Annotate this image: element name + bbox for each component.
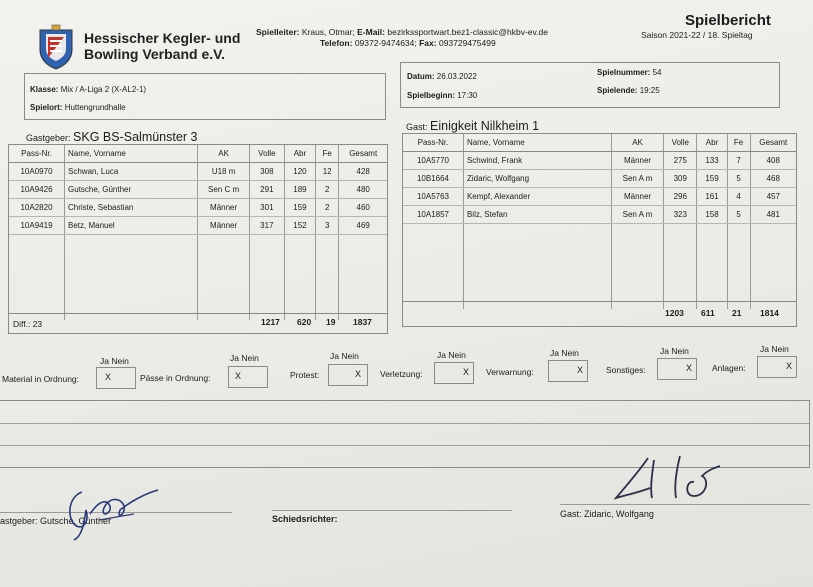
empty-cell <box>727 224 750 242</box>
match-info-left <box>24 73 386 120</box>
cell-abr: 161 <box>697 188 727 206</box>
col-volle: Volle <box>664 134 697 152</box>
empty-cell <box>403 241 463 258</box>
guest-label: Gast: <box>406 122 428 132</box>
cell-fe: 5 <box>727 170 750 188</box>
email-label: E-Mail: <box>357 27 385 37</box>
home-team-heading <box>26 130 197 144</box>
cell-pass-nr: 10A5763 <box>403 188 463 206</box>
phone-label: Telefon: <box>320 38 353 48</box>
empty-row <box>9 269 387 286</box>
remarks-line <box>0 445 809 446</box>
empty-cell <box>463 258 611 275</box>
fax-label: Fax: <box>419 38 437 48</box>
signature-label-referee: Schiedsrichter: <box>272 514 338 524</box>
empty-cell <box>249 252 284 269</box>
check-mark: X <box>355 369 362 379</box>
hkbv-crest-icon <box>36 24 76 70</box>
cell-fe: 4 <box>727 188 750 206</box>
check-label-material: Material in Ordnung: <box>2 374 80 384</box>
klasse-label: Klasse: <box>30 85 59 94</box>
cell-gesamt: 469 <box>339 217 387 235</box>
cell-pass-nr: 10A9426 <box>9 181 65 199</box>
cell-pass-nr: 10A1857 <box>403 206 463 224</box>
empty-cell <box>65 269 198 286</box>
col-ak: AK <box>198 145 249 163</box>
empty-cell <box>9 252 65 269</box>
empty-cell <box>339 269 387 286</box>
empty-cell <box>339 252 387 269</box>
empty-cell <box>9 286 65 303</box>
guest-total-separator <box>403 301 796 302</box>
empty-cell <box>664 275 697 292</box>
empty-cell <box>611 258 663 275</box>
empty-row <box>403 224 796 242</box>
empty-cell <box>198 286 249 303</box>
checkbox-paesse[interactable] <box>228 366 268 388</box>
check-mark: X <box>463 367 470 377</box>
ja-nein-header: Ja Nein <box>330 351 359 361</box>
spielort-label: Spielort: <box>30 103 63 112</box>
spielbeginn-line <box>407 91 477 100</box>
col-volle: Volle <box>249 145 284 163</box>
document-title: Spielbericht <box>685 12 771 29</box>
cell-fe: 12 <box>315 163 338 181</box>
empty-cell <box>727 258 750 275</box>
guest-signature-image <box>610 452 730 506</box>
col-pass-nr: Pass-Nr. <box>9 145 65 163</box>
empty-cell <box>403 258 463 275</box>
cell-pass-nr: 10B1664 <box>403 170 463 188</box>
empty-cell <box>315 269 338 286</box>
datum-line <box>407 72 477 81</box>
cell-name: Christe, Sebastian <box>65 199 198 217</box>
email-address: bezirkssportwart.bez1-classic@hkbv-ev.de <box>387 27 548 37</box>
spielort-line <box>30 103 126 112</box>
table-row <box>403 206 796 224</box>
empty-cell <box>664 258 697 275</box>
empty-cell <box>315 235 338 253</box>
ja-nein-header: Ja Nein <box>660 346 689 356</box>
diff-value: 23 <box>32 319 43 329</box>
empty-cell <box>198 235 249 253</box>
table-row <box>9 217 387 235</box>
table-row <box>403 152 796 170</box>
empty-cell <box>750 224 796 242</box>
home-total-volle: 1217 <box>261 317 280 327</box>
table-row <box>403 170 796 188</box>
col-fe: Fe <box>315 145 338 163</box>
org-name-line2: Bowling Verband e.V. <box>84 46 226 62</box>
cell-fe: 2 <box>315 199 338 217</box>
empty-cell <box>664 224 697 242</box>
cell-name: Zidaric, Wolfgang <box>463 170 611 188</box>
cell-pass-nr: 10A9419 <box>9 217 65 235</box>
col-abr: Abr <box>697 134 727 152</box>
signature-label-host: astgeber: Gutsche, Günther <box>0 516 112 526</box>
home-total-gesamt: 1837 <box>353 317 372 327</box>
cell-volle: 291 <box>249 181 284 199</box>
guest-team-name: Einigkeit Nilkheim 1 <box>430 119 540 133</box>
cell-ak: Sen A m <box>611 170 663 188</box>
empty-cell <box>697 241 727 258</box>
empty-cell <box>463 275 611 292</box>
cell-ak: U18 m <box>198 163 249 181</box>
empty-cell <box>611 224 663 242</box>
remarks-line <box>0 423 809 424</box>
empty-cell <box>697 258 727 275</box>
check-label-sonstiges: Sonstiges: <box>606 365 646 375</box>
ja-nein-header: Ja Nein <box>100 356 129 366</box>
cell-volle: 323 <box>664 206 697 224</box>
check-label-paesse: Pässe in Ordnung: <box>140 373 211 383</box>
check-label-protest: Protest: <box>290 370 320 380</box>
empty-cell <box>249 235 284 253</box>
phone-line <box>320 38 496 48</box>
cell-volle: 296 <box>664 188 697 206</box>
col-abr: Abr <box>284 145 315 163</box>
empty-cell <box>339 286 387 303</box>
empty-cell <box>65 286 198 303</box>
guest-score-table-frame <box>402 133 797 327</box>
empty-row <box>9 252 387 269</box>
empty-cell <box>697 224 727 242</box>
empty-cell <box>750 241 796 258</box>
spielende-line <box>597 86 660 95</box>
empty-cell <box>750 258 796 275</box>
phone-number: 09372-9474634; <box>354 38 417 48</box>
home-score-table <box>9 145 387 320</box>
cell-ak: Sen A m <box>611 206 663 224</box>
empty-cell <box>198 303 249 320</box>
cell-gesamt: 480 <box>339 181 387 199</box>
cell-volle: 309 <box>664 170 697 188</box>
cell-volle: 301 <box>249 199 284 217</box>
table-row <box>9 163 387 181</box>
spielnummer-line <box>597 68 661 77</box>
empty-cell <box>9 303 65 320</box>
leader-name: Kraus, Otmar; <box>301 27 355 37</box>
checkbox-verletzung[interactable] <box>434 362 474 384</box>
datum-label: Datum: <box>407 72 435 81</box>
empty-cell <box>315 286 338 303</box>
empty-row <box>9 286 387 303</box>
leader-label: Spielleiter: <box>256 27 300 37</box>
empty-cell <box>611 241 663 258</box>
cell-name: Betz, Manuel <box>65 217 198 235</box>
cell-ak: Männer <box>198 217 249 235</box>
cell-abr: 159 <box>697 170 727 188</box>
empty-cell <box>611 275 663 292</box>
empty-cell <box>284 286 315 303</box>
klasse-value: Mix / A-Liga 2 (X-AL2-1) <box>60 85 147 94</box>
diff-label: Diff.: <box>13 319 31 329</box>
home-score-table-frame <box>8 144 388 334</box>
spielende-label: Spielende: <box>597 86 638 95</box>
empty-cell <box>198 252 249 269</box>
empty-cell <box>65 235 198 253</box>
empty-cell <box>315 252 338 269</box>
guest-total-abr: 611 <box>701 308 715 318</box>
empty-cell <box>249 269 284 286</box>
check-label-verwarnung: Verwarnung: <box>486 367 534 377</box>
cell-ak: Männer <box>198 199 249 217</box>
klasse-line <box>30 85 146 94</box>
check-mark: X <box>686 363 693 373</box>
datum-value: 26.03.2022 <box>436 72 477 81</box>
cell-gesamt: 457 <box>750 188 796 206</box>
cell-name: Schwan, Luca <box>65 163 198 181</box>
check-mark: X <box>786 361 793 371</box>
col-name: Name, Vorname <box>65 145 198 163</box>
col-pass-nr: Pass-Nr. <box>403 134 463 152</box>
empty-cell <box>198 269 249 286</box>
guest-total-fe: 21 <box>732 308 742 318</box>
home-total-abr: 620 <box>297 317 312 327</box>
home-label: Gastgeber: <box>26 133 71 143</box>
empty-cell <box>284 252 315 269</box>
diff-line <box>13 319 42 329</box>
empty-cell <box>463 224 611 242</box>
spielnummer-value: 54 <box>652 68 662 77</box>
spielbeginn-value: 17:30 <box>457 91 478 100</box>
cell-gesamt: 460 <box>339 199 387 217</box>
cell-volle: 308 <box>249 163 284 181</box>
cell-ak: Männer <box>611 188 663 206</box>
checkbox-sonstiges[interactable] <box>657 358 697 380</box>
cell-fe: 5 <box>727 206 750 224</box>
cell-pass-nr: 10A2820 <box>9 199 65 217</box>
spielbeginn-label: Spielbeginn: <box>407 91 455 100</box>
cell-name: Kempf, Alexander <box>463 188 611 206</box>
checkbox-verwarnung[interactable] <box>548 360 588 382</box>
cell-gesamt: 468 <box>750 170 796 188</box>
empty-cell <box>9 269 65 286</box>
check-mark: X <box>105 372 112 382</box>
cell-fe: 7 <box>727 152 750 170</box>
cell-abr: 158 <box>697 206 727 224</box>
check-label-verletzung: Verletzung: <box>380 369 423 379</box>
checkbox-anlagen[interactable] <box>757 356 797 378</box>
col-fe: Fe <box>727 134 750 152</box>
spielnummer-label: Spielnummer: <box>597 68 651 77</box>
cell-gesamt: 408 <box>750 152 796 170</box>
col-ak: AK <box>611 134 663 152</box>
cell-abr: 189 <box>284 181 315 199</box>
ja-nein-header: Ja Nein <box>230 353 259 363</box>
cell-gesamt: 481 <box>750 206 796 224</box>
match-info-right <box>400 62 780 108</box>
cell-name: Bilz, Stefan <box>463 206 611 224</box>
empty-cell <box>664 241 697 258</box>
cell-abr: 133 <box>697 152 727 170</box>
signature-line-referee <box>272 510 512 511</box>
cell-fe: 3 <box>315 217 338 235</box>
check-mark: X <box>235 371 242 381</box>
empty-cell <box>403 224 463 242</box>
home-team-name: SKG BS-Salmünster 3 <box>73 130 198 144</box>
guest-total-gesamt: 1814 <box>760 308 779 318</box>
cell-pass-nr: 10A5770 <box>403 152 463 170</box>
cell-abr: 120 <box>284 163 315 181</box>
cell-abr: 152 <box>284 217 315 235</box>
guest-total-volle: 1203 <box>665 308 684 318</box>
empty-cell <box>727 241 750 258</box>
empty-cell <box>403 275 463 292</box>
home-total-fe: 19 <box>326 317 336 327</box>
spielort-value: Huttengrundhalle <box>64 103 126 112</box>
table-row <box>9 181 387 199</box>
checkbox-material[interactable] <box>96 367 136 389</box>
ja-nein-header: Ja Nein <box>550 348 579 358</box>
check-label-anlagen: Anlagen: <box>712 363 746 373</box>
org-name-line1: Hessischer Kegler- und <box>84 30 241 46</box>
ja-nein-header: Ja Nein <box>437 350 466 360</box>
empty-cell <box>65 252 198 269</box>
cell-abr: 159 <box>284 199 315 217</box>
cell-ak: Männer <box>611 152 663 170</box>
signature-label-guest: Gast: Zidaric, Wolfgang <box>560 509 654 519</box>
cell-gesamt: 428 <box>339 163 387 181</box>
cell-volle: 275 <box>664 152 697 170</box>
empty-cell <box>65 303 198 320</box>
empty-cell <box>9 235 65 253</box>
empty-cell <box>727 275 750 292</box>
empty-row <box>403 241 796 258</box>
guest-team-heading <box>406 119 539 133</box>
empty-cell <box>284 235 315 253</box>
ja-nein-header: Ja Nein <box>760 344 789 354</box>
empty-row <box>403 258 796 275</box>
host-signature-image <box>60 484 170 544</box>
col-name: Name, Vorname <box>463 134 611 152</box>
checkbox-protest[interactable] <box>328 364 368 386</box>
empty-cell <box>697 275 727 292</box>
cell-name: Gutsche, Günther <box>65 181 198 199</box>
empty-row <box>9 235 387 253</box>
table-row <box>9 199 387 217</box>
cell-fe: 2 <box>315 181 338 199</box>
fax-number: 093729475499 <box>438 38 496 48</box>
check-mark: X <box>577 365 584 375</box>
home-total-separator <box>9 313 387 314</box>
cell-pass-nr: 10A0970 <box>9 163 65 181</box>
cell-volle: 317 <box>249 217 284 235</box>
empty-cell <box>249 286 284 303</box>
cell-ak: Sen C m <box>198 181 249 199</box>
guest-score-table <box>403 134 796 309</box>
empty-cell <box>463 241 611 258</box>
leader-line <box>256 27 548 37</box>
col-gesamt: Gesamt <box>750 134 796 152</box>
empty-cell <box>339 235 387 253</box>
empty-cell <box>750 275 796 292</box>
col-gesamt: Gesamt <box>339 145 387 163</box>
table-row <box>403 188 796 206</box>
season-text: Saison 2021-22 / 18. Spieltag <box>641 30 753 40</box>
empty-row <box>403 275 796 292</box>
spielende-value: 19:25 <box>639 86 660 95</box>
cell-name: Schwind, Frank <box>463 152 611 170</box>
empty-cell <box>284 269 315 286</box>
